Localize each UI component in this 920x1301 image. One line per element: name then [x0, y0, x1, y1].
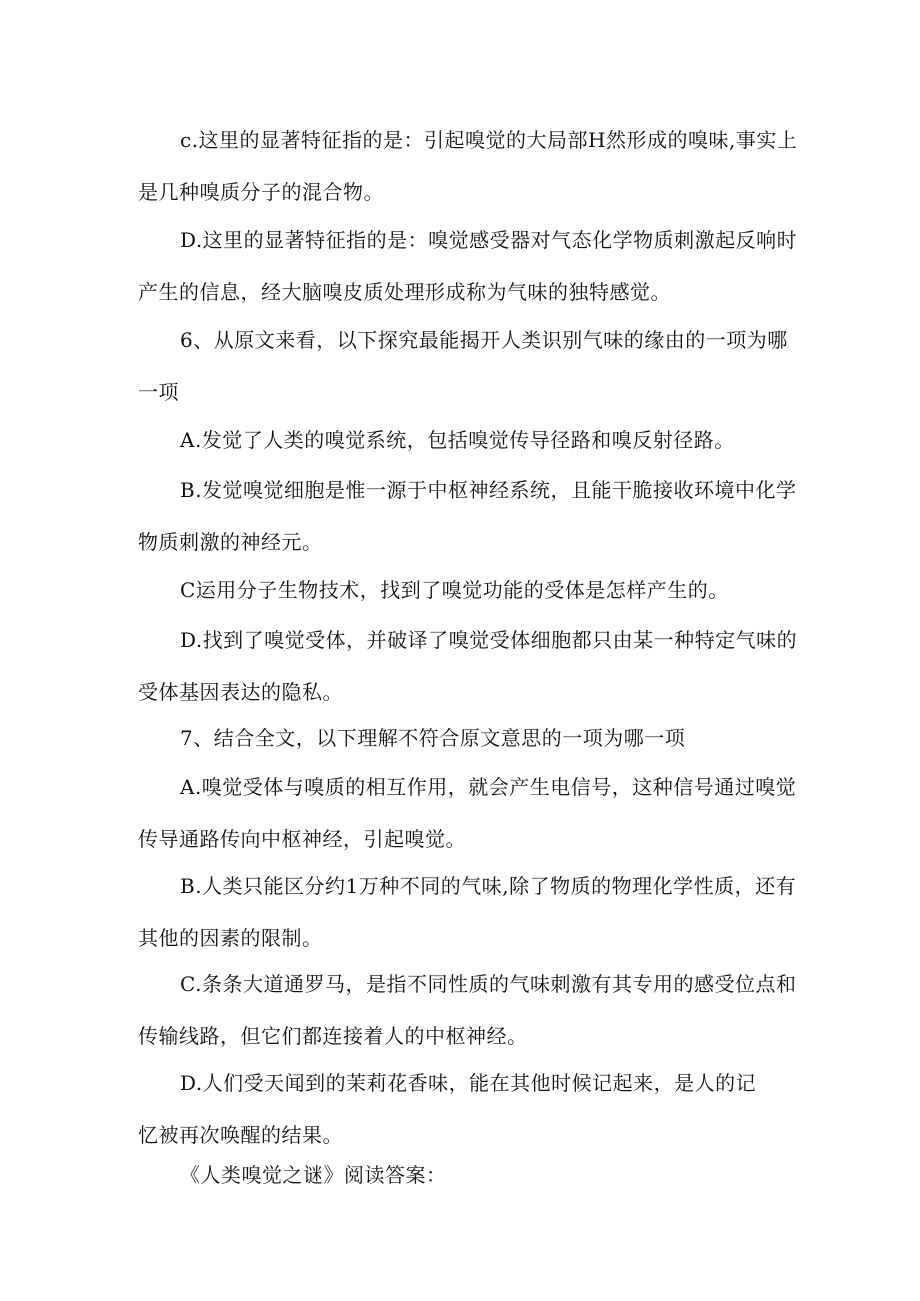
question-7-option-c — [138, 958, 797, 1062]
paragraph-line: 受体基因表达的隐私。 — [138, 680, 343, 704]
paragraph-line: C运用分子生物技术，找到了嗅觉功能的受体是怎样产生的。 — [180, 578, 729, 602]
answer-heading: 《人类嗅觉之谜》阅读答案： — [180, 1163, 447, 1187]
paragraph-line: 是几种嗅质分子的混合物。 — [138, 180, 384, 204]
question-7 — [138, 712, 784, 764]
question-7-option-a — [138, 761, 797, 865]
question-6-option-d — [138, 614, 798, 718]
paragraph-line: D.这里的显著特征指的是：嗅觉感受器对气态化学物质刺激起反响时 — [180, 228, 798, 252]
paragraph-line: 产生的信息，经大脑嗅皮质处理形成称为气味的独特感觉。 — [138, 280, 671, 304]
paragraph-line: D.找到了嗅觉受体，并破译了嗅觉受体细胞都只由某一种特定气味的 — [180, 628, 798, 652]
question-6-option-b — [138, 464, 797, 568]
paragraph-line: B.人类只能区分约1万种不同的气味,除了物质的物理化学性质，还有 — [180, 874, 797, 898]
paragraph-option-c-5 — [138, 114, 798, 218]
paragraph-line: D.人们受天闻到的茉莉花香味，能在其他时候记起来，是人的记 — [180, 1071, 757, 1095]
paragraph-line: 忆被再次唤醒的结果。 — [138, 1123, 343, 1147]
paragraph-line: A.嗅觉受体与嗅质的相互作用，就会产生电信号，这种信号通过嗅觉 — [180, 775, 797, 799]
paragraph-line: 传输线路，但它们都连接着人的中枢神经。 — [138, 1024, 528, 1048]
paragraph-line: 7、结合全文，以下理解不符合原文意思的一项为哪一项 — [180, 726, 686, 750]
paragraph-line: C.条条大道通罗马，是指不同性质的气味刺激有其专用的感受位点和 — [180, 972, 797, 996]
paragraph-line: c.这里的显著特征指的是：引起嗅觉的大局部H然形成的嗅味,事实上 — [180, 128, 798, 152]
paragraph-line: B.发觉嗅觉细胞是惟一源于中枢神经系统，且能干脆接收环境中化学 — [180, 478, 797, 502]
question-6-option-c — [138, 564, 784, 616]
paragraph-line: 6、从原文来看，以下探究最能揭开人类识别气味的缘由的一项为哪 — [180, 328, 788, 352]
paragraph-option-d-5 — [138, 214, 798, 318]
question-6 — [138, 314, 788, 418]
paragraph-line: 物质刺激的神经元。 — [138, 530, 323, 554]
question-6-option-a — [138, 414, 784, 466]
paragraph-line: 其他的因素的限制。 — [138, 926, 323, 950]
paragraph-line: 传导通路传向中枢神经，引起嗅觉。 — [138, 827, 466, 851]
paragraph-line: A.发觉了人类的嗅觉系统，包括嗅觉传导径路和嗅反射径路。 — [180, 428, 735, 452]
paragraph-line: 一项 — [138, 380, 179, 404]
question-7-option-d — [138, 1057, 784, 1161]
question-7-option-b — [138, 860, 797, 964]
